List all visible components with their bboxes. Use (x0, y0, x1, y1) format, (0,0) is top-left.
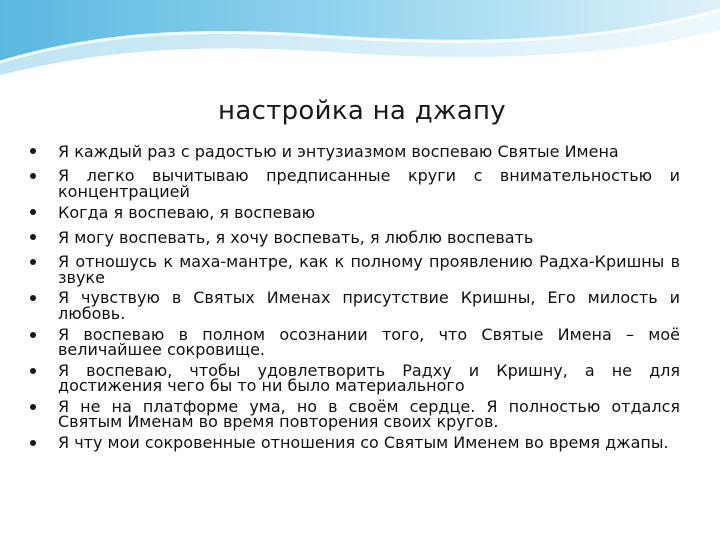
list-item (28, 143, 680, 160)
list-item-text: Когда я воспеваю, я воспеваю (58, 203, 316, 223)
bullet-dot-icon (30, 148, 36, 154)
list-item (28, 229, 680, 246)
list-item-text: Я могу воспевать, я хочу воспевать, я люблю воспевать (58, 228, 534, 248)
list-item-text: Я каждый раз с радостью и энтузиазмом воспеваю Святые Имена (58, 142, 619, 161)
bullet-dot-icon (30, 234, 36, 240)
bullet-dot-icon (30, 440, 36, 446)
bullet-dot-icon (30, 295, 36, 301)
list-item (28, 290, 680, 321)
list-item (28, 360, 680, 396)
bullet-dot-icon (30, 259, 36, 265)
list-item (28, 254, 680, 285)
bullet-dot-icon (30, 332, 36, 338)
bullet-dot-icon (30, 173, 36, 179)
bullet-dot-icon (30, 404, 36, 410)
list-item-text: Я отношусь к маха-мантре, как к полному проявлению Радха-Кришны в звуке (58, 252, 680, 287)
slide-title-text: настройка на джапу (218, 96, 506, 126)
list-item (28, 396, 680, 432)
list-item-text: Я воспеваю в полном осознании того, что Святые Имена – моё величайшее сокровище. (58, 324, 680, 360)
bullet-dot-icon (30, 209, 36, 215)
list-item (28, 204, 680, 221)
list-item-text: Я воспеваю, чтобы удовлетворить Радху и Кришну, а не для достижения чего бы то ни было материального (58, 360, 680, 396)
bullet-list (28, 143, 680, 456)
list-item (28, 168, 680, 199)
list-item (28, 435, 680, 451)
list-item-text: Я не на платформе ума, но в своём сердце. Я полностью отдался Святым Именам во время повторения своих кругов. (58, 396, 680, 432)
list-item-text: Я легко вычитываю предписанные круги с внимательностью и концентрацией (58, 166, 680, 201)
list-item-text: Я чувствую в Святых Именах присутствие Кришны, Его милость и любовь. (58, 288, 680, 323)
slide-title (0, 96, 720, 126)
list-item (28, 324, 680, 360)
list-item-text: Я чту мои сокровенные отношения со Святым Именем во время джапы. (58, 433, 669, 453)
bullet-dot-icon (30, 368, 36, 374)
header-wave-decoration (0, 0, 720, 95)
